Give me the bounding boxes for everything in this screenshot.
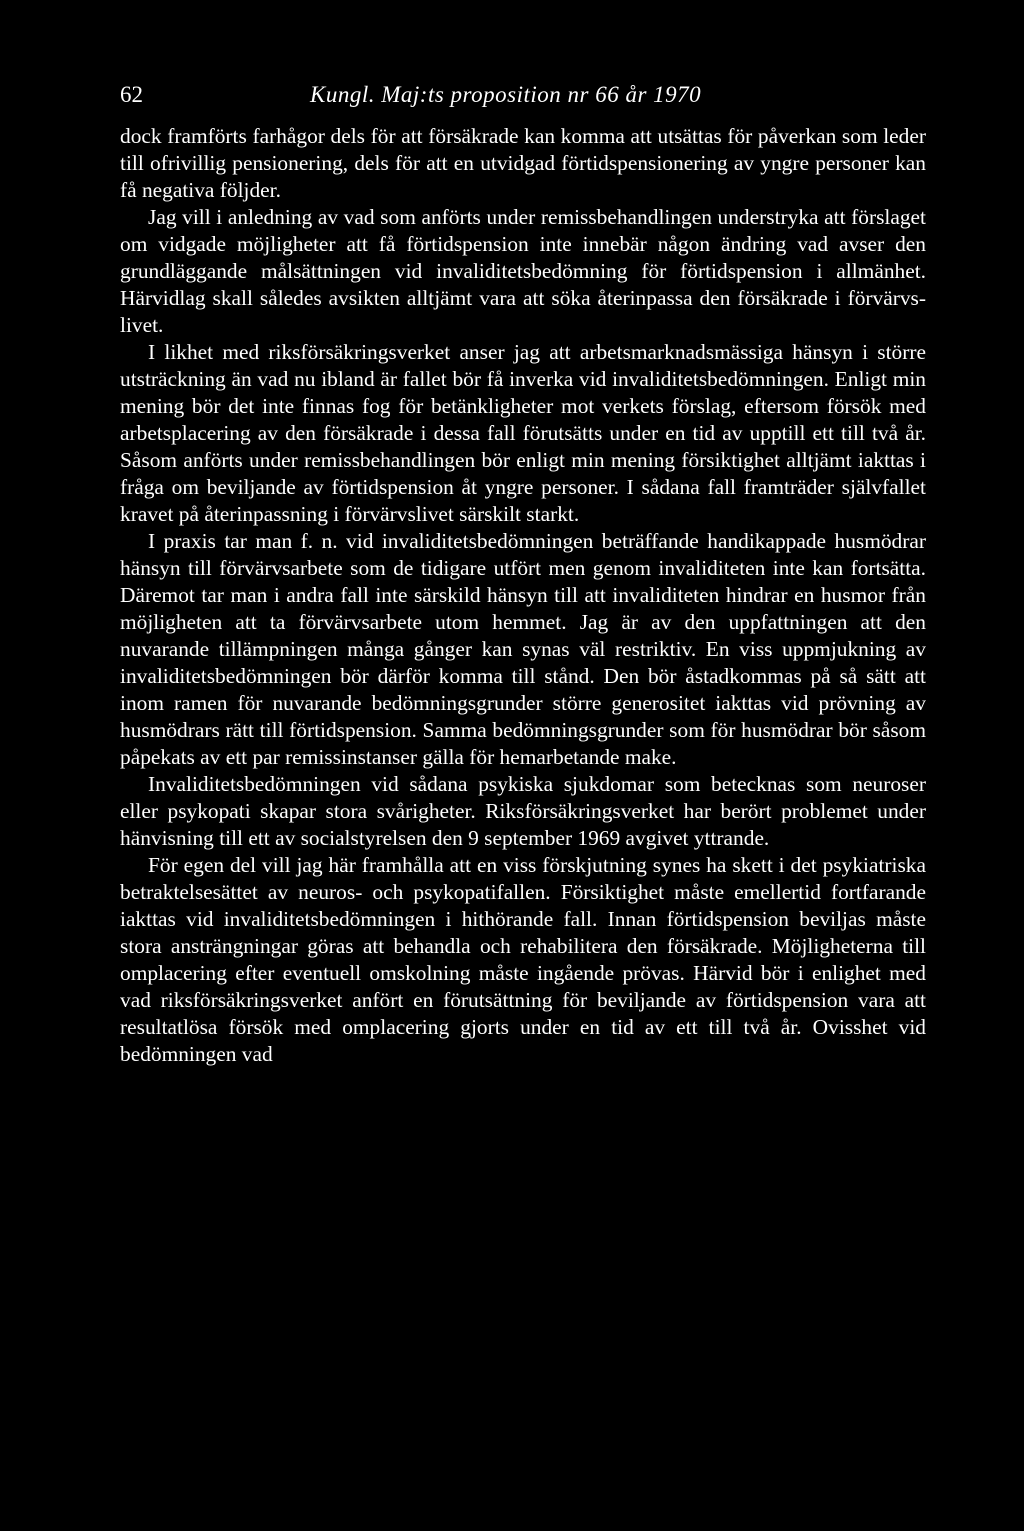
running-title: Kungl. Maj:ts proposition nr 66 år 1970 [310, 82, 702, 107]
document-page [120, 82, 926, 1068]
paragraph: I praxis tar man f. n. vid invaliditetsbedömningen beträffande handikappade husmödrar hänsyn till förvärvsarbete som de tidigare utfört men genom invaliditeten inte kan fortsätta. Däremot tar man i andra fall inte särskild hänsyn till att invaliditeten hindrar en husmor från möjligheten att ta förvärvsarbete utom hemmet. Jag är av den uppfattningen att den nuvarande tillämpningen många gånger kan synas väl restriktiv. En viss uppmjukning av invaliditetsbedömningen bör därför komma till stånd. Den bör åstadkommas på så sätt att inom ramen för nuvarande bedömningsgrunder större generositet iakttas vid prövning av husmödrars rätt till förtidspension. Samma bedömningsgrunder som för husmödrar bör såsom påpekats av ett par remissinstanser gälla för hemarbetande make. [120, 529, 926, 769]
paragraph-continuation: dock framförts farhågor dels för att försäkrade kan komma att utsättas för påverkan som leder till ofrivillig pensionering, dels för att en utvidgad förtidspensionering av yngre personer kan få negativa följder. [120, 124, 926, 202]
body-text [120, 123, 926, 1068]
paragraph: För egen del vill jag här framhålla att en viss förskjutning synes ha skett i det psykiatriska betraktelsesättet av neuros- och psykopatifallen. Försiktighet måste emellertid fortfarande iakttas vid invaliditetsbedömningen i hithörande fall. Innan förtidspension beviljas måste stora ansträngningar göras att behandla och rehabilitera den försäkrade. Möjligheterna till omplacering efter eventuell omskolning måste ingående prövas. Härvid bör i enlighet med vad riksförsäkringsverket anfört en förutsättning för beviljande av förtidspension vara att resultatlösa försök med omplacering gjorts under en tid av ett till två år. Ovisshet vid bedömningen vad [120, 853, 926, 1066]
paragraph: Jag vill i anledning av vad som anförts under remissbehandlingen understryka att förslaget om vidgade möjligheter att få förtidspension inte innebär någon ändring vad avser den grundläggande målsättningen vid invaliditetsbedömning för förtidspension i allmänhet. Härvidlag skall således avsikten alltjämt vara att söka återinpassa den försäkrade i förvärvslivet. [120, 205, 926, 337]
page-header [120, 82, 926, 118]
paragraph: I likhet med riksförsäkringsverket anser jag att arbetsmarknadsmässiga hänsyn i större utsträckning än vad nu ibland är fallet bör få inverka vid invaliditetsbedömningen. Enligt min mening bör det inte finnas fog för betänkligheter mot verkets förslag, eftersom försök med arbetsplacering av den försäkrade i dessa fall förutsätts under en tid av upptill ett till två år. Såsom anförts under remissbehandlingen bör enligt min mening försiktighet alltjämt iakttas i fråga om beviljande av förtidspension åt yngre personer. I sådana fall framträder självfallet kravet på återinpassning i förvärvslivet särskilt starkt. [120, 340, 926, 526]
page-number: 62 [120, 82, 143, 107]
paragraph: Invaliditetsbedömningen vid sådana psykiska sjukdomar som betecknas som neuroser eller psykopati skapar stora svårigheter. Riksförsäkringsverket har berört problemet under hänvisning till ett av socialstyrelsen den 9 september 1969 avgivet yttrande. [120, 772, 926, 850]
